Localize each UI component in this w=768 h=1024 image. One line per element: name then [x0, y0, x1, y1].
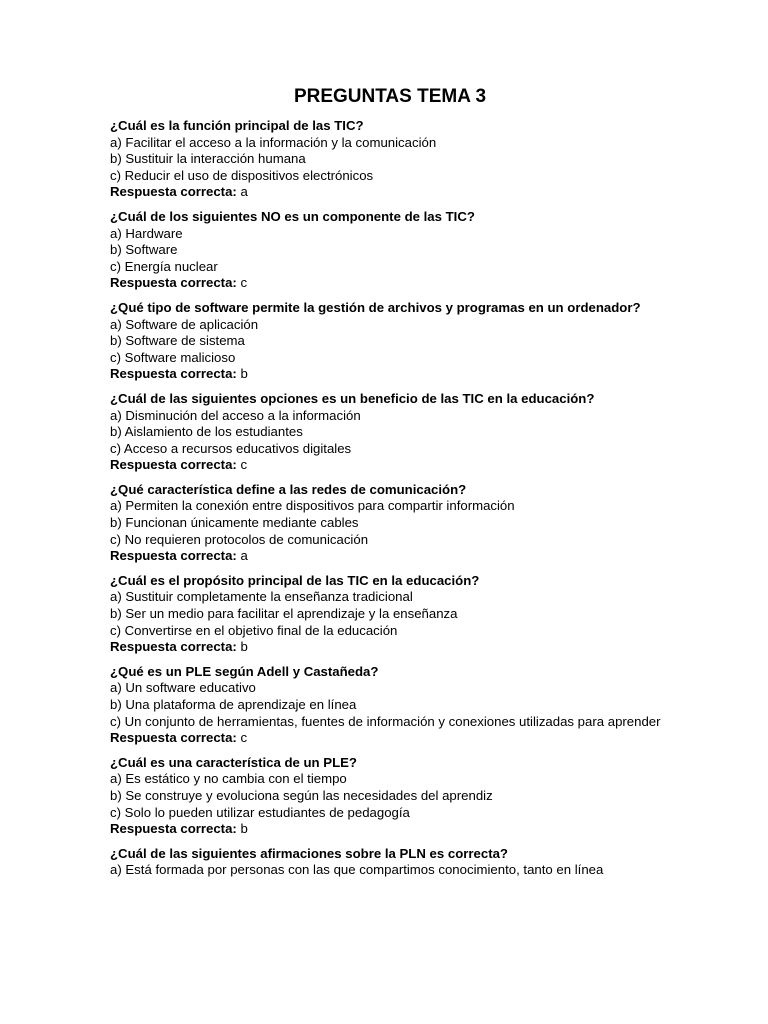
answer-option: a) Está formada por personas con las que compartimos conocimiento, tanto en línea — [110, 862, 604, 878]
correct-answer-value: c — [240, 457, 248, 473]
answer-option: b) Software de sistema — [110, 333, 245, 349]
correct-answer-value: a — [240, 184, 248, 200]
question-block — [110, 300, 668, 383]
question-text: ¿Qué característica define a las redes de comunicación? — [110, 481, 467, 497]
answer-option: c) Solo lo pueden utilizar estudiantes de pedagogía — [110, 804, 410, 820]
correct-answer-value: c — [240, 730, 248, 746]
correct-answer — [110, 275, 668, 292]
answer-option: a) Sustituir completamente la enseñanza tradicional — [110, 589, 413, 605]
correct-answer-label: Respuesta correcta: — [110, 366, 237, 382]
answer-option: a) Un software educativo — [110, 680, 256, 696]
question-text: ¿Qué es un PLE según Adell y Castañeda? — [110, 663, 379, 679]
question-text: ¿Cuál es una característica de un PLE? — [110, 754, 357, 770]
question-block — [110, 391, 668, 474]
correct-answer-label: Respuesta correcta: — [110, 275, 237, 291]
answer-option: c) Software malicioso — [110, 349, 236, 365]
correct-answer-value: b — [240, 821, 248, 837]
answer-option: c) Acceso a recursos educativos digitales — [110, 440, 352, 456]
question-list — [110, 118, 668, 879]
answer-option: b) Una plataforma de aprendizaje en línea — [110, 697, 357, 712]
question-block — [110, 482, 668, 565]
answer-option: c) Un conjunto de herramientas, fuentes de información y conexiones utilizadas para aprender — [110, 713, 661, 729]
answer-option: b) Ser un medio para facilitar el aprendizaje y la enseñanza — [110, 606, 458, 622]
page-title: PREGUNTAS TEMA 3 — [293, 86, 487, 107]
correct-answer — [110, 548, 668, 565]
correct-answer — [110, 184, 668, 201]
answer-option: b) Sustituir la interacción humana — [110, 151, 306, 167]
answer-option: c) Energía nuclear — [110, 258, 218, 274]
correct-answer-value: b — [240, 639, 248, 655]
correct-answer-label: Respuesta correcta: — [110, 730, 237, 746]
answer-option: a) Hardware — [110, 225, 183, 241]
answer-option: b) Se construye y evoluciona según las necesidades del aprendiz — [110, 787, 493, 803]
correct-answer — [110, 639, 668, 656]
answer-option: c) Convertirse en el objetivo final de la educación — [110, 622, 398, 638]
correct-answer-label: Respuesta correcta: — [110, 639, 237, 655]
answer-option: b) Software — [110, 242, 178, 258]
question-text: ¿Cuál de las siguientes afirmaciones sobre la PLN es correcta? — [110, 845, 508, 861]
question-block — [110, 846, 668, 879]
correct-answer — [110, 366, 668, 383]
question-text: ¿Cuál es la función principal de las TIC? — [110, 118, 364, 133]
answer-option: a) Facilitar el acceso a la información y la comunicación — [110, 134, 437, 150]
question-text: ¿Cuál es el propósito principal de las TIC en la educación? — [110, 572, 480, 588]
question-text: ¿Cuál de los siguientes NO es un componente de las TIC? — [110, 208, 475, 224]
correct-answer — [110, 730, 668, 747]
correct-answer — [110, 821, 668, 838]
correct-answer-value: a — [240, 548, 248, 564]
answer-option: b) Funcionan únicamente mediante cables — [110, 515, 359, 531]
correct-answer-label: Respuesta correcta: — [110, 548, 237, 564]
question-block — [110, 755, 668, 838]
answer-option: a) Es estático y no cambia con el tiempo — [110, 771, 347, 787]
question-block — [110, 573, 668, 656]
answer-option: a) Disminución del acceso a la información — [110, 407, 361, 423]
answer-option: a) Software de aplicación — [110, 316, 259, 332]
correct-answer — [110, 457, 668, 474]
correct-answer-value: b — [240, 366, 248, 382]
answer-option: a) Permiten la conexión entre dispositivos para compartir información — [110, 498, 515, 514]
question-text: ¿Cuál de las siguientes opciones es un beneficio de las TIC en la educación? — [110, 390, 595, 406]
correct-answer-value: c — [240, 275, 248, 291]
question-text: ¿Qué tipo de software permite la gestión de archivos y programas en un ordenador? — [110, 299, 641, 315]
question-block — [110, 118, 668, 201]
question-block — [110, 664, 668, 747]
question-block — [110, 209, 668, 292]
correct-answer-label: Respuesta correcta: — [110, 184, 237, 200]
correct-answer-label: Respuesta correcta: — [110, 821, 237, 837]
correct-answer-label: Respuesta correcta: — [110, 457, 237, 473]
answer-option: c) Reducir el uso de dispositivos electrónicos — [110, 167, 374, 183]
answer-option: c) No requieren protocolos de comunicación — [110, 531, 369, 547]
answer-option: b) Aislamiento de los estudiantes — [110, 424, 303, 440]
